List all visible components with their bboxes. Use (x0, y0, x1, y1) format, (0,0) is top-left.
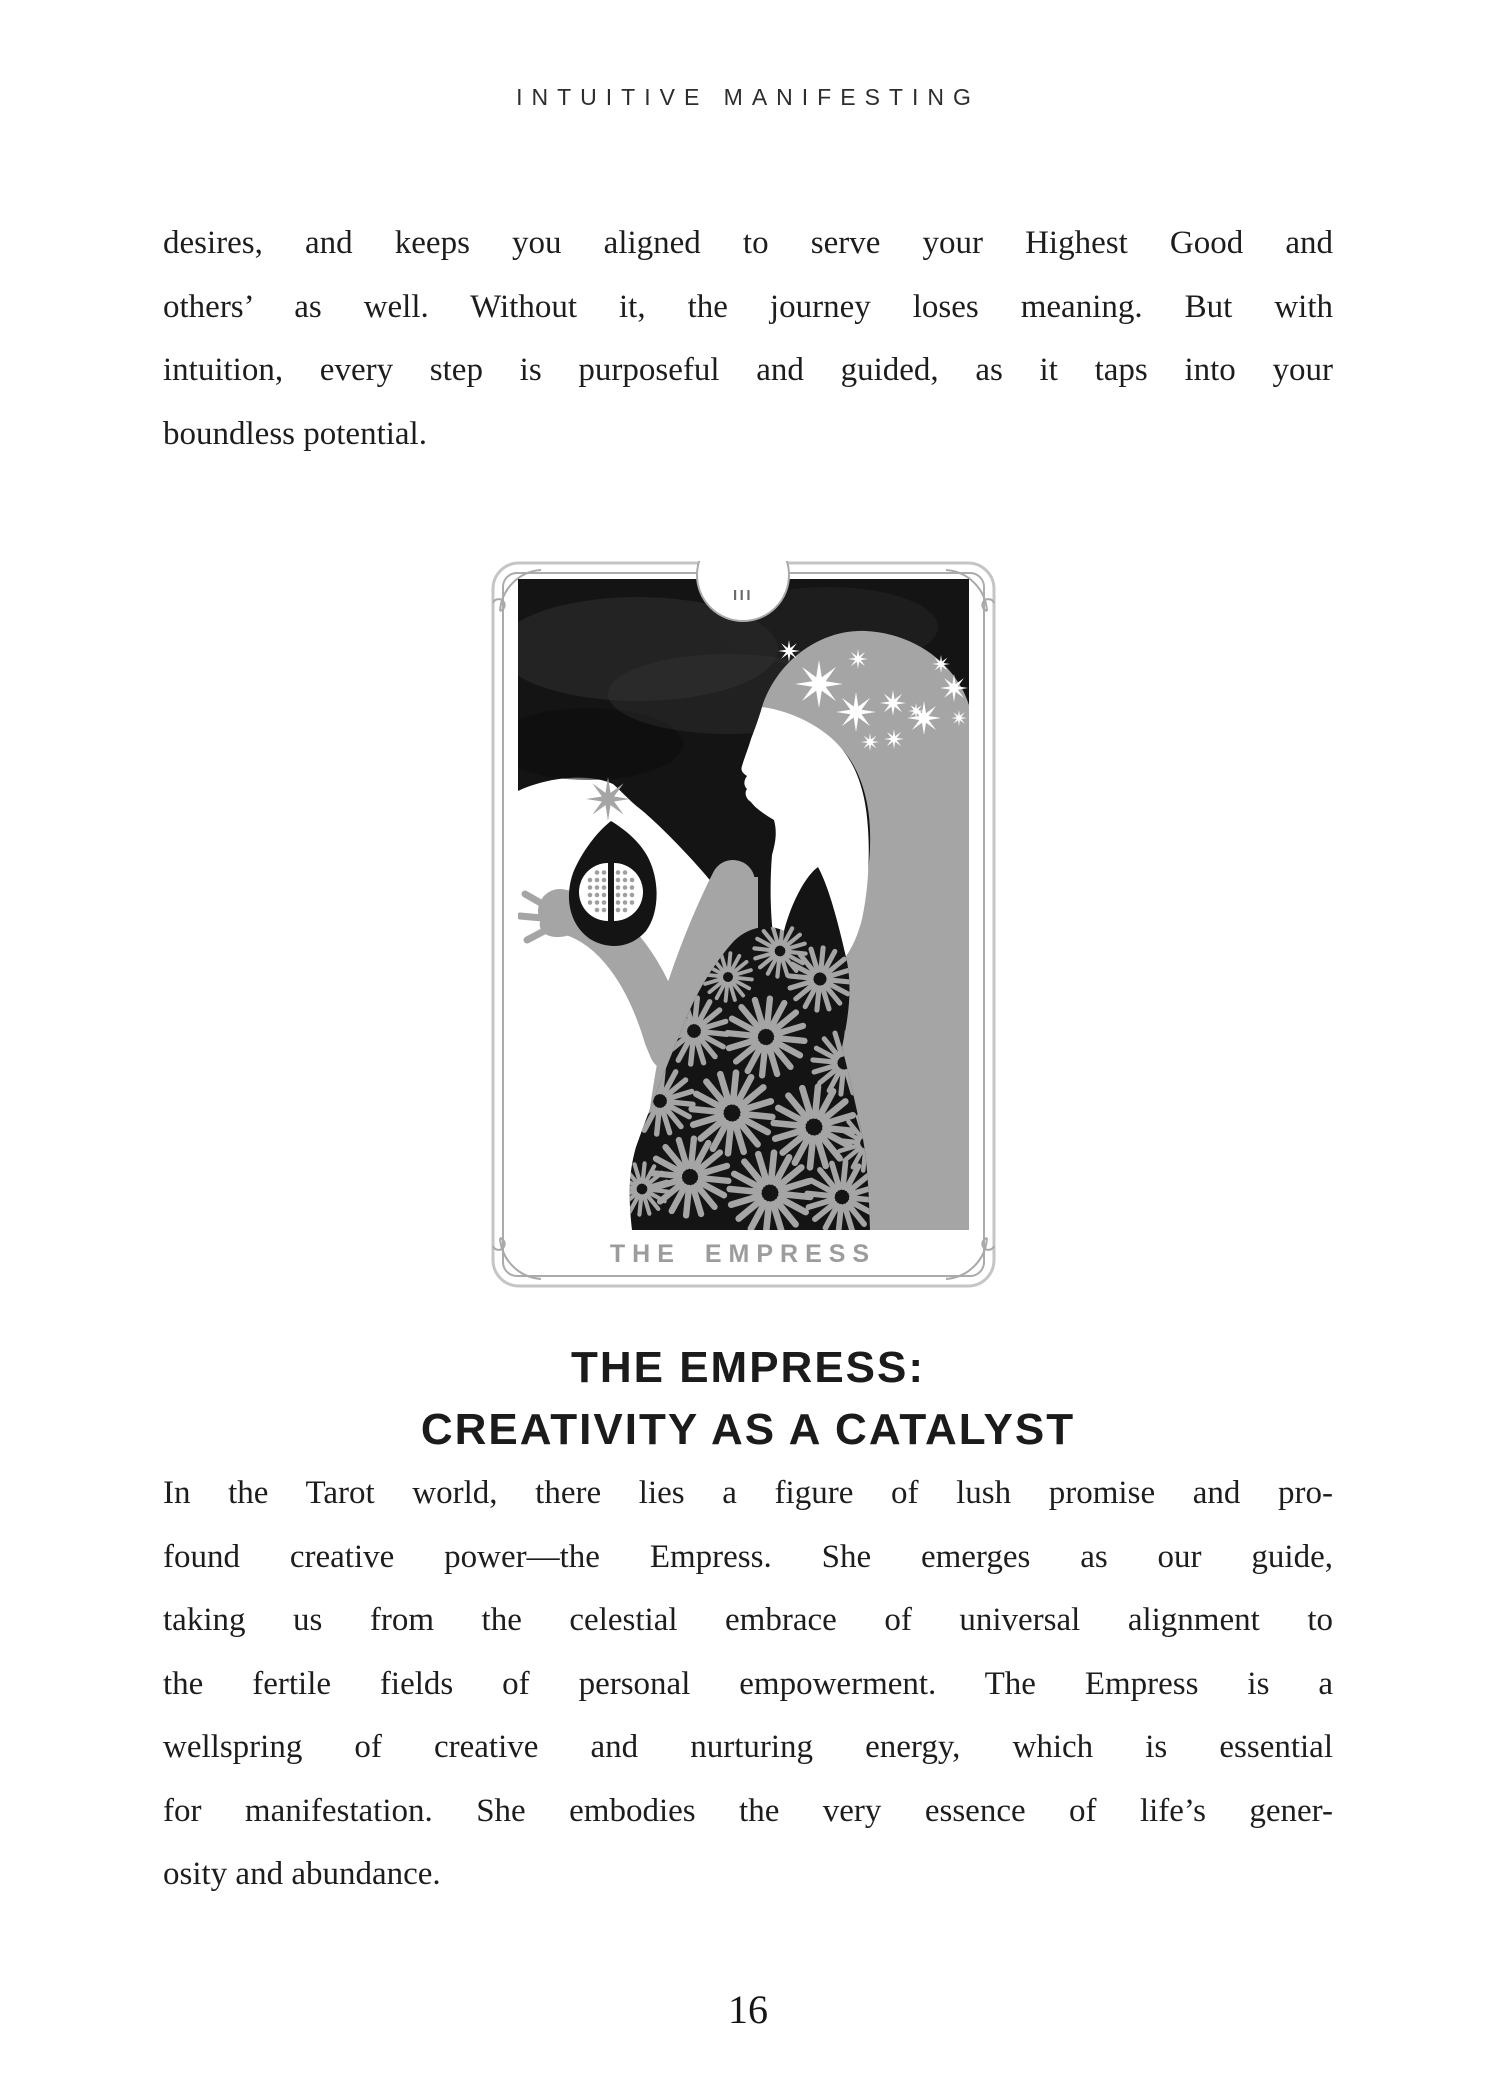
card-image (493, 579, 969, 1233)
pomegranate-seed (616, 893, 621, 898)
pomegranate-seed (623, 900, 628, 905)
card-numeral: III (732, 587, 754, 604)
pomegranate-seed (623, 885, 628, 890)
daisy-petal (729, 953, 731, 970)
pomegranate-seed (595, 900, 600, 905)
body-line: intuition, every step is purposeful and guided, as it taps into your (163, 352, 1333, 388)
daisy-petal (789, 976, 811, 978)
daisy-petal (735, 978, 752, 980)
daisy-petal (815, 1087, 818, 1116)
hair-star-icon (907, 701, 941, 735)
daisy-petal (766, 1204, 769, 1233)
hair-star-icon (848, 649, 868, 669)
pomegranate-seed (630, 878, 635, 883)
pomegranate-seed (630, 900, 635, 905)
paragraph-1 (163, 212, 1333, 466)
daisy-petal (829, 980, 851, 982)
section-heading-line2: CREATIVITY AS A CATALYST (420, 1405, 1076, 1454)
daisy-petal (701, 1178, 729, 1181)
body-line: osity and abundance. (163, 1856, 441, 1892)
daisy-petal (686, 1188, 689, 1216)
daisy-petal (726, 984, 728, 1001)
hair-star-icon (908, 703, 924, 719)
body-line: the fertile fields of personal empowerment. The Empress is a (163, 1665, 1333, 1702)
tarot-card-illustration (491, 561, 996, 1288)
pomegranate-seed (588, 900, 593, 905)
daisy-petal (777, 1038, 805, 1041)
pomegranate-seed (623, 893, 628, 898)
hair-star-icon (861, 733, 879, 751)
pomegranate-seed (623, 878, 628, 883)
pomegranate-seed (630, 893, 635, 898)
daisy-petal (743, 1114, 772, 1117)
body-line: for manifestation. She embodies the very essence of life’s gener- (163, 1792, 1333, 1829)
pomegranate-seed (616, 885, 621, 890)
daisy-petal (767, 999, 770, 1027)
running-head: INTUITIVE MANIFESTING (516, 84, 980, 110)
body-line: boundless potential. (163, 415, 427, 452)
pomegranate-seed (602, 908, 607, 913)
daisy-petal (843, 1162, 846, 1187)
pomegranate-seed (602, 885, 607, 890)
daisy-petal (657, 1110, 659, 1134)
hair-star-icon (932, 655, 950, 673)
daisy-petal (728, 1124, 731, 1153)
daisy-petal (733, 1073, 736, 1102)
pomegranate-seed (602, 870, 607, 875)
daisy-petal (839, 1140, 859, 1142)
pomegranate-seed (616, 870, 621, 875)
section-heading-line1: THE EMPRESS: (570, 1343, 926, 1392)
pomegranate-seed (616, 878, 621, 883)
daisy-petal (728, 1033, 756, 1036)
pomegranate-seed (616, 908, 621, 913)
card-label: THE EMPRESS (609, 1240, 877, 1268)
daisy-petal (774, 1123, 803, 1126)
pomegranate-star-icon (586, 777, 630, 821)
body-line: In the Tarot world, there lies a figure of lush promise and pro- (163, 1475, 1333, 1511)
daisy-petal (695, 998, 697, 1022)
tarot-card (491, 561, 996, 1288)
body-line: wellspring of creative and nurturing energy, which is essential (163, 1729, 1333, 1765)
hair-star-icon (884, 729, 904, 749)
pomegranate-seed (595, 878, 600, 883)
pomegranate-seed (630, 885, 635, 890)
body-line: taking us from the celestial embrace of universal alignment to (163, 1602, 1333, 1638)
body-line: others’ as well. Without it, the journey loses meaning. But with (163, 288, 1333, 325)
pomegranate-star-icon (586, 777, 630, 821)
pomegranate-seed (602, 893, 607, 898)
hair-star-icon (940, 674, 968, 702)
daisy-petal (810, 1138, 813, 1167)
body-line: desires, and keeps you aligned to serve your Highest Good and (163, 225, 1333, 261)
section-heading (0, 1337, 1496, 1461)
daisy-petal (787, 952, 805, 954)
pomegranate-seed (595, 870, 600, 875)
daisy-petal (703, 1032, 727, 1034)
pomegranate-seed (595, 893, 600, 898)
hair-star-icon (778, 640, 800, 662)
daisy-petal (643, 1163, 645, 1181)
daisy-petal (777, 958, 779, 976)
daisy-petal (841, 1072, 843, 1094)
daisy-petal (669, 1102, 693, 1104)
daisy-petal (692, 1109, 721, 1112)
daisy-petal (691, 1040, 693, 1064)
hair-star-icon (880, 690, 906, 716)
pomegranate-seed (595, 885, 600, 890)
paragraph-2 (163, 1462, 1333, 1907)
body-line: found creative power—the Empress. She emerges as our guide, (163, 1538, 1333, 1575)
hair-star-icon (795, 660, 843, 708)
daisy-petal (730, 1189, 759, 1192)
pomegranate-seed (623, 870, 628, 875)
pomegranate-seed (616, 900, 621, 905)
daisy-petal (639, 1196, 641, 1214)
pomegranate-seed (588, 878, 593, 883)
daisy-petal (649, 1190, 667, 1192)
daisy-petal (863, 1151, 865, 1171)
daisy-petal (691, 1139, 694, 1167)
daisy-petal (839, 1207, 842, 1232)
daisy-petal (821, 948, 823, 970)
hair-star-icon (951, 710, 967, 726)
page-number: 16 (728, 1987, 768, 2032)
daisy-petal (807, 1194, 832, 1197)
daisy-petal (762, 1048, 765, 1076)
pomegranate-seed (588, 893, 593, 898)
pomegranate-seed (602, 878, 607, 883)
daisy-petal (754, 948, 772, 950)
pomegranate-seed (588, 885, 593, 890)
pomegranate-seed (602, 900, 607, 905)
pomegranate-seed (595, 908, 600, 913)
hair-star-icon (836, 692, 876, 732)
daisy-petal (817, 988, 819, 1010)
daisy-petal (813, 1060, 835, 1062)
daisy-petal (771, 1153, 774, 1182)
pomegranate-seed (623, 908, 628, 913)
